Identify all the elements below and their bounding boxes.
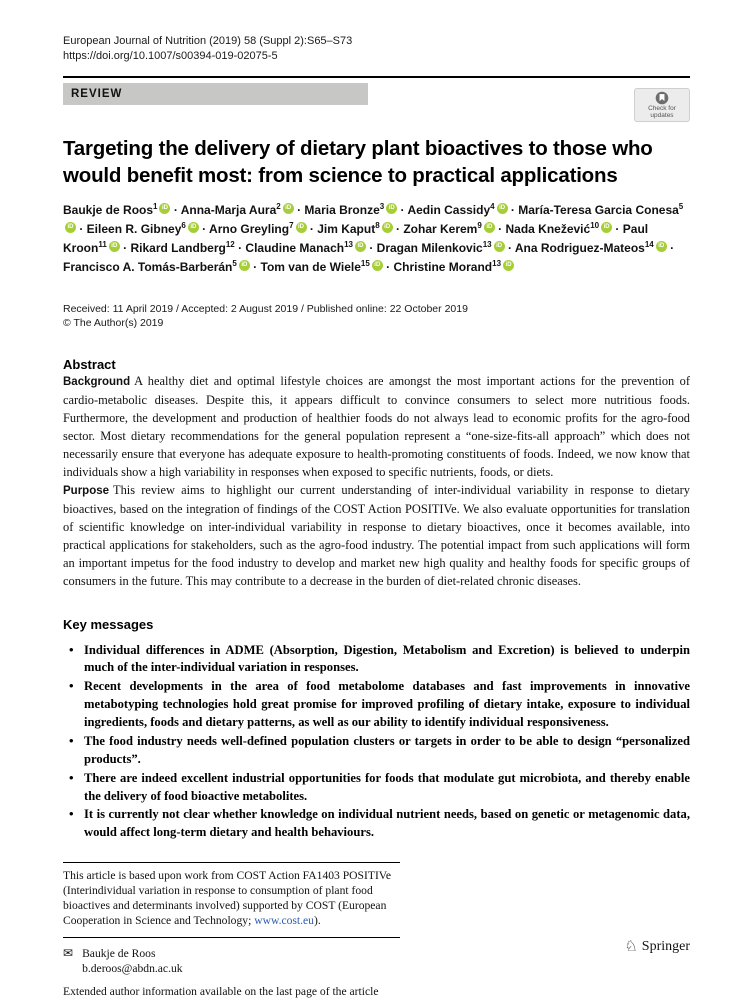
received-accepted-line: Received: 11 April 2019 / Accepted: 2 August 2019 / Published online: 22 October 2019 xyxy=(63,302,468,315)
author: Rikard Landberg$^{12}$ xyxy=(130,240,235,256)
author: Aedin Cassidy$^4$ iD xyxy=(407,203,507,217)
author-separator: · xyxy=(198,221,210,236)
author-separator: · xyxy=(293,202,305,217)
extended-author-info: Extended author information available on the last page of the article xyxy=(63,984,379,998)
author: Nada Knežević$^{10}$ iD xyxy=(505,222,612,236)
orcid-icon[interactable]: iD xyxy=(494,241,505,252)
key-message-item: • There are indeed excellent industrial opportunities for foods that modulate gut microbiota, and thereby enable the delivery of food bioactive metabolites. xyxy=(63,770,690,806)
author: Tom van de Wiele$^{15}$ iD xyxy=(261,260,383,274)
orcid-icon[interactable]: iD xyxy=(188,222,199,233)
orcid-icon[interactable]: iD xyxy=(656,241,667,252)
author-separator: · xyxy=(306,221,318,236)
orcid-icon[interactable]: iD xyxy=(283,203,294,214)
article-history xyxy=(63,302,690,331)
article-type-badge: REVIEW xyxy=(63,83,368,105)
orcid-icon[interactable]: iD xyxy=(386,203,397,214)
crossmark-icon xyxy=(655,91,669,105)
corresponding-author-name: Baukje de Roos xyxy=(82,946,156,960)
author-separator: · xyxy=(507,202,519,217)
corresponding-author-email[interactable]: b.deroos@abdn.ac.uk xyxy=(82,961,183,975)
author: Claudine Manach$^{13}$ iD xyxy=(245,241,366,255)
check-badge-label: Check for updates xyxy=(648,105,676,120)
orcid-icon[interactable]: iD xyxy=(239,260,250,271)
key-messages-list xyxy=(63,642,690,843)
footnote-text: This article is based upon work from COST Action FA1403 POSITIVe (Interindividual variation in response to consumption of plant food bioactives and determinants involved) supported by COST (European Cooperation in Science and Technology; xyxy=(63,869,392,927)
orcid-icon[interactable]: iD xyxy=(601,222,612,233)
article-title: Targeting the delivery of dietary plant bioactives to those who would benefit most: from science to practical applications xyxy=(63,136,653,187)
key-message-item: • The food industry needs well-defined population clusters or targets in order to be able to design “personalized products”. xyxy=(63,733,690,769)
author-separator: · xyxy=(392,221,404,236)
author-separator: · xyxy=(119,241,131,256)
author: Jim Kaput$^8$ iD xyxy=(317,222,392,236)
paragraph-label: Purpose xyxy=(63,485,110,498)
footnote-rule xyxy=(63,862,400,863)
copyright-line: © The Author(s) 2019 xyxy=(63,317,164,330)
author: Paul Kroon$^{11}$ iD xyxy=(63,221,649,256)
publisher-name: Springer xyxy=(641,938,690,954)
orcid-icon[interactable]: iD xyxy=(497,203,508,214)
orcid-icon[interactable]: iD xyxy=(503,260,514,271)
author: Dragan Milenkovic$^{13}$ iD xyxy=(377,241,505,255)
author-separator: · xyxy=(366,241,377,256)
orcid-icon[interactable]: iD xyxy=(159,203,170,214)
paragraph-label: Background xyxy=(63,375,131,388)
correspondence-block xyxy=(63,946,400,976)
orcid-icon[interactable]: iD xyxy=(382,222,393,233)
abstract-paragraphs xyxy=(63,372,690,591)
check-for-updates-button[interactable] xyxy=(634,88,690,122)
journal-citation: European Journal of Nutrition (2019) 58 (Suppl 2):S65–S73 xyxy=(63,35,353,47)
abstract-paragraph xyxy=(63,372,690,481)
abstract-paragraph xyxy=(63,481,690,590)
author: María-Teresa Garcia Conesa$^5$iD xyxy=(63,203,683,236)
orcid-icon[interactable]: iD xyxy=(65,222,76,233)
publisher-logo xyxy=(624,937,690,956)
orcid-icon[interactable]: iD xyxy=(372,260,383,271)
paragraph-text: A healthy diet and optimal lifestyle choices are amongst the most important actions for the prevention of cardio-metabolic diseases. Despite this, it appears difficult to convince consumers to select more nutritious foods. Furthermore, the development and production of healthier foods do not always lead to economic profits for the agro-food sector. Most dietary recommendations for the general population represent a “one-size-fits-all approach” which does not necessarily ensure that everyone has adequate exposure to health-promoting constituents of foods. Indeed, we now know that individuals show a high variability in responses when exposed to specific nutrients, foods, or diets. xyxy=(63,373,690,480)
key-message-item: • It is currently not clear whether knowledge on individual nutrient needs, based on genetic or metagenomic data, would affect long-term dietary and health behaviours. xyxy=(63,806,690,842)
correspondence-rule xyxy=(63,937,400,938)
author: Arno Greyling$^7$ iD xyxy=(209,222,306,236)
author: Francisco A. Tomás-Barberán$^5$ iD xyxy=(63,260,250,274)
header-rule xyxy=(63,76,690,78)
author-separator: · xyxy=(382,260,394,275)
author-separator: · xyxy=(249,260,261,275)
author-separator: · xyxy=(612,221,623,236)
author-separator: · xyxy=(504,241,515,256)
author: Baukje de Roos$^1$ iD xyxy=(63,203,170,217)
author-separator: · xyxy=(666,241,675,256)
author-list xyxy=(63,201,690,278)
author: Christine Morand$^{13}$ iD xyxy=(393,260,514,274)
key-message-item: • Individual differences in ADME (Absorption, Digestion, Metabolism and Excretion) is believed to underpin much of the inter-individual variation in responses. xyxy=(63,642,690,678)
doi-link[interactable]: https://doi.org/10.1007/s00394-019-02075-5 xyxy=(63,49,278,62)
author-separator: · xyxy=(494,221,506,236)
orcid-icon[interactable]: iD xyxy=(355,241,366,252)
orcid-icon[interactable]: iD xyxy=(484,222,495,233)
author: Anna-Marja Aura$^2$ iD xyxy=(181,203,294,217)
springer-horse-icon: ♘ xyxy=(624,939,638,955)
funding-footnote: This article is based upon work from COST Action FA1403 POSITIVe (Interindividual variation in response to consumption of plant food bioactives and determinants involved) supported by COST (European Cooperation in Science and Technology; www.cost.eu). xyxy=(63,869,392,927)
author-separator: · xyxy=(170,202,181,217)
orcid-icon[interactable]: iD xyxy=(109,241,120,252)
cost-eu-link[interactable]: www.cost.eu xyxy=(254,913,314,927)
author: Maria Bronze$^3$ iD xyxy=(304,203,397,217)
orcid-icon[interactable]: iD xyxy=(296,222,307,233)
author-separator: · xyxy=(234,241,246,256)
envelope-icon: ✉ xyxy=(63,945,74,960)
author: Zohar Kerem$^9$ iD xyxy=(403,222,494,236)
paragraph-text: This review aims to highlight our current understanding of inter-individual variability in response to dietary bioactives, based on the integration of findings of the COST Action POSITIVe. We also evaluate opportunities for translation of scientific knowledge on inter-individual variability in response to dietary bioactives, once it becomes available, into practical applications for stakeholders, such as the agro-food industry. The potential impact from such applications will form an important impetus for the food industry to develop and market new high quality and healthy foods for specific groups of consumers in the future. This may contribute to a decrease in the burden of diet-related chronic diseases. xyxy=(63,483,690,589)
author-separator: · xyxy=(397,202,408,217)
author-separator: · xyxy=(76,221,87,236)
author: Eileen R. Gibney$^6$ iD xyxy=(87,222,199,236)
abstract-heading: Abstract xyxy=(63,356,116,372)
key-messages-heading: Key messages xyxy=(63,616,154,632)
author: Ana Rodriguez-Mateos$^{14}$ iD xyxy=(515,241,667,255)
key-message-item: • Recent developments in the area of food metabolome databases and fast improvements in innovative metabotyping technologies hold great promise for improved profiling of dietary intake, exposure to individual ingredients, foods and dietary patterns, as well as our ability to identify individual responsiveness. xyxy=(63,678,690,732)
